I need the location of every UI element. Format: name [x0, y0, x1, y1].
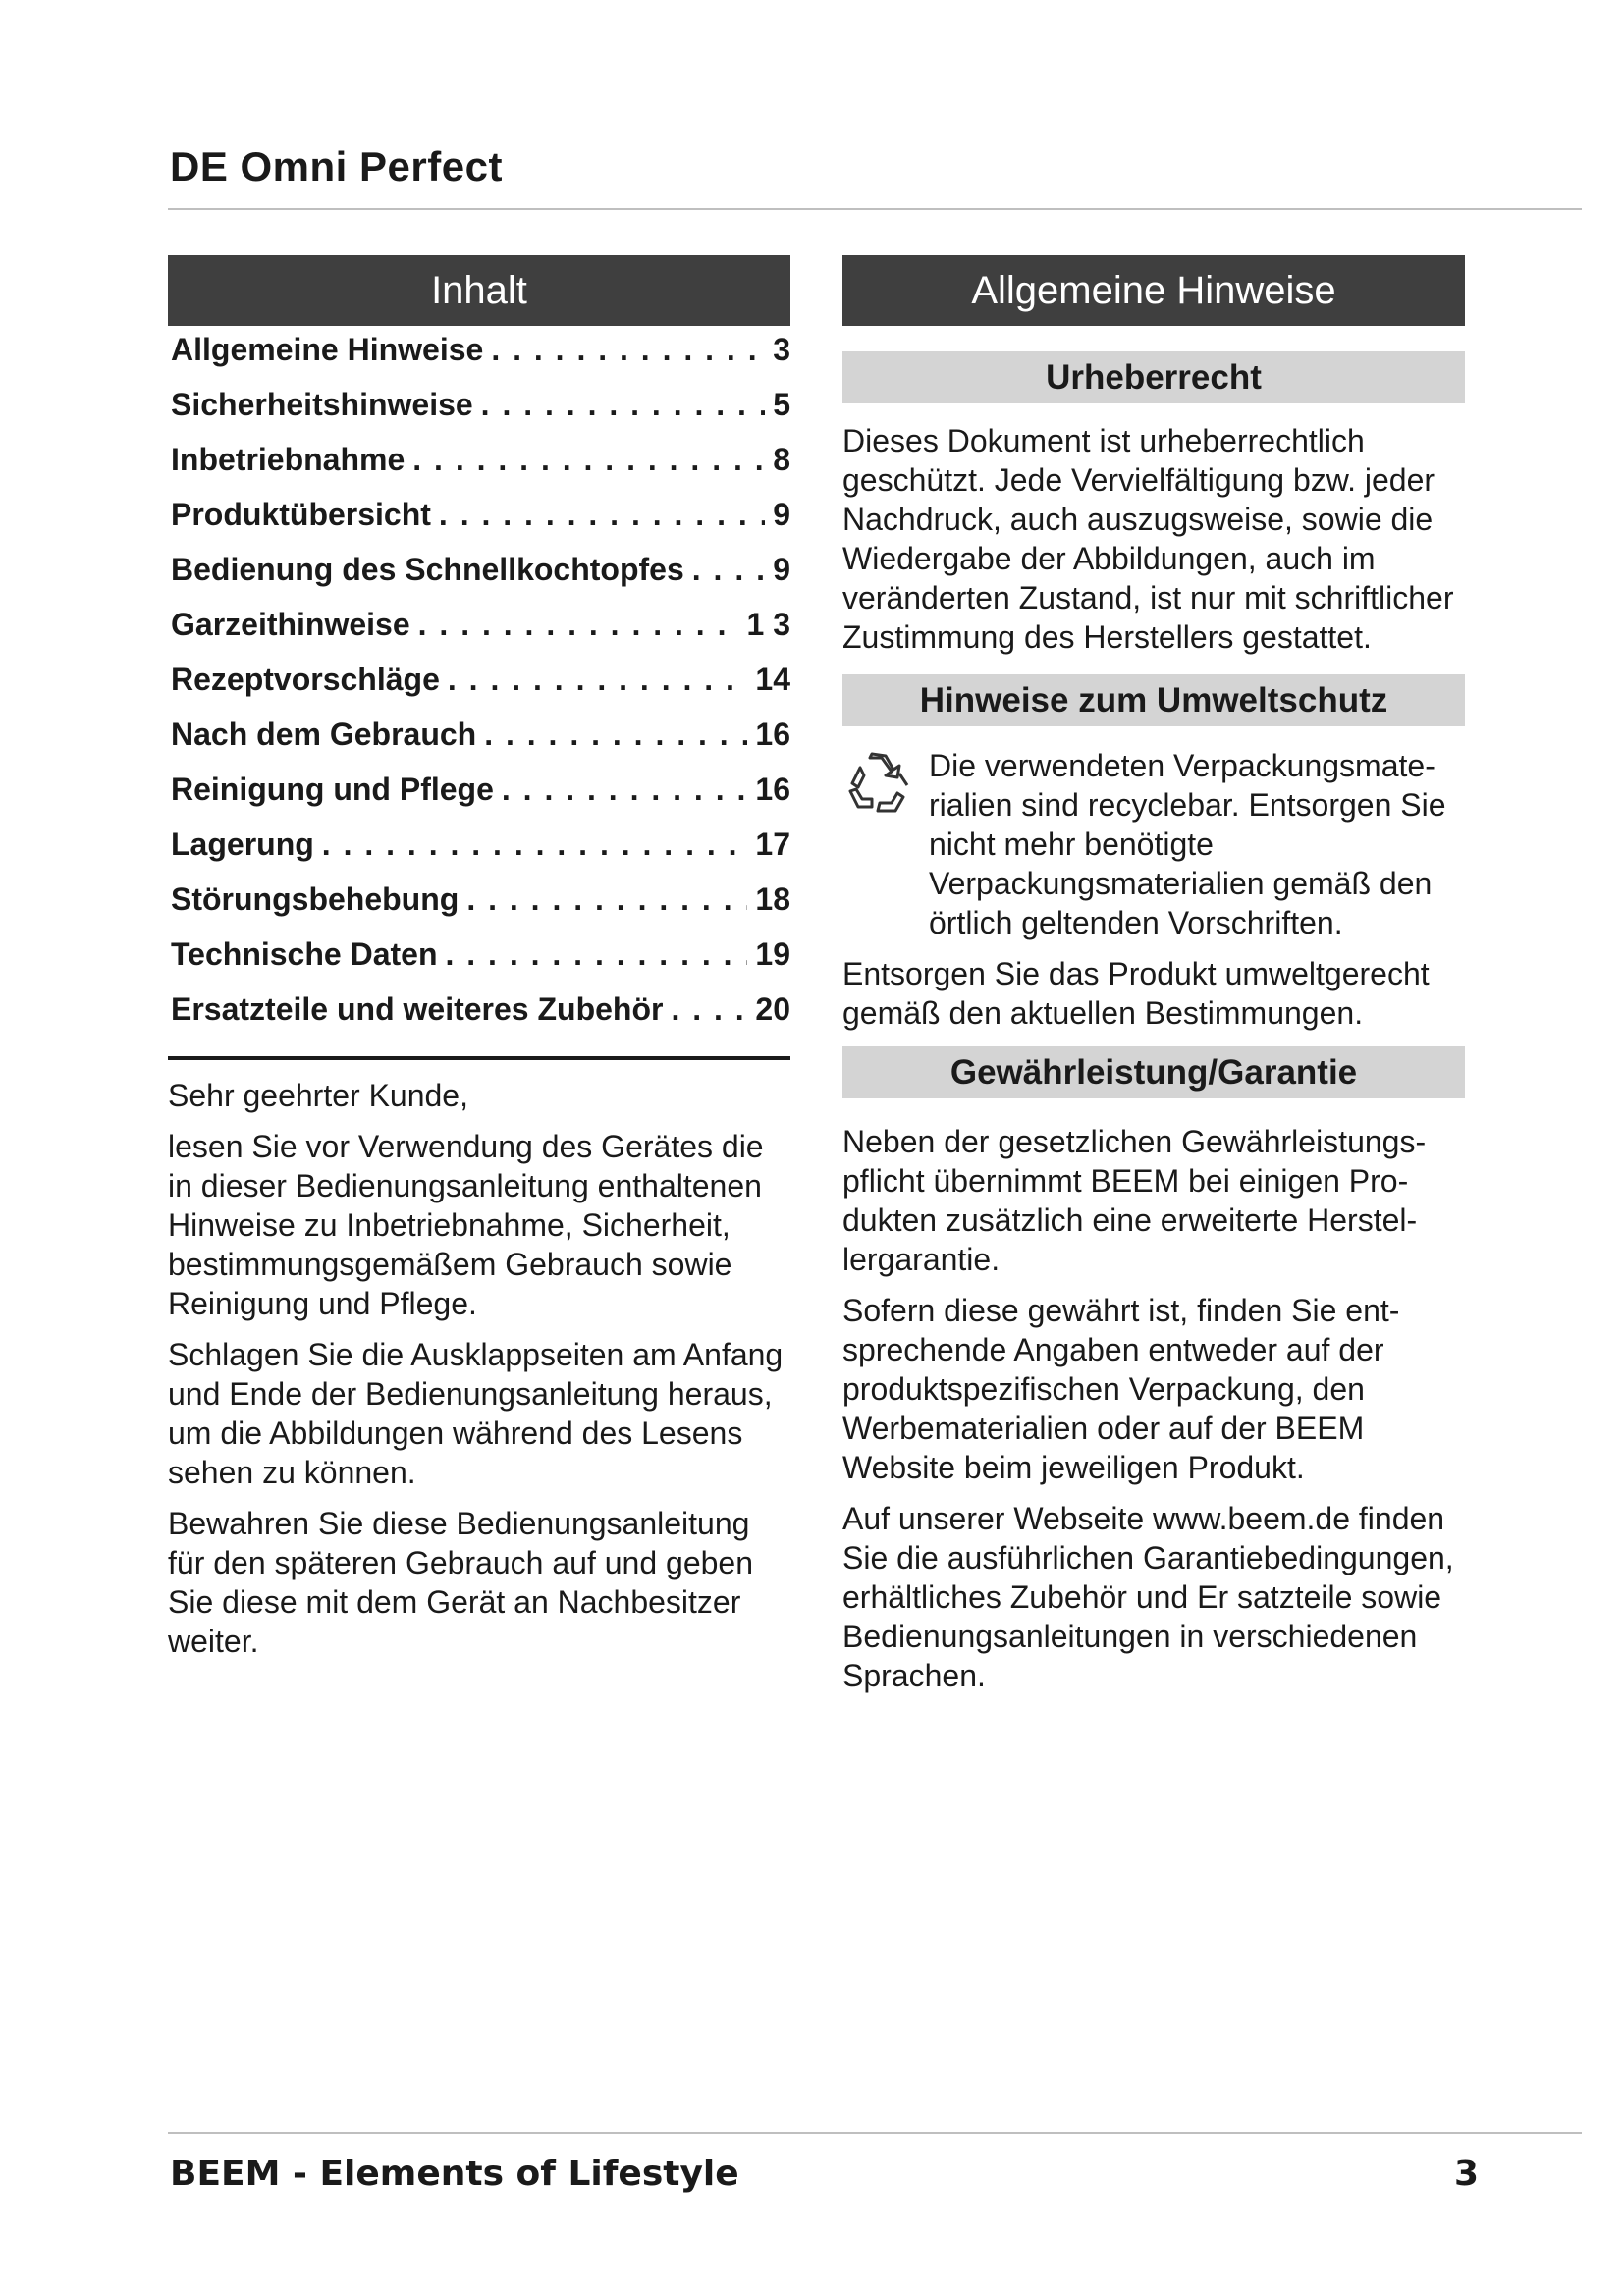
toc-divider [168, 1056, 790, 1060]
toc-entry-page: 14 [755, 662, 790, 697]
toc-entry-page: 9 [773, 497, 790, 532]
toc-leader-dots [445, 936, 747, 973]
toc-leader-dots [484, 717, 747, 753]
toc-leader-dots [481, 387, 766, 423]
toc-entry[interactable] [168, 772, 790, 827]
toc-leader-dots [448, 662, 748, 698]
toc-entry[interactable] [168, 936, 790, 991]
toc-entry-page: 9 [773, 552, 790, 587]
toc-entry[interactable] [168, 497, 790, 552]
toc-entry-label: Garzeithinweise [171, 607, 410, 642]
toc-entry-page: 16 [755, 772, 790, 807]
toc-entry[interactable] [168, 332, 790, 387]
environment-paragraph-1: Die verwendeten Verpackungsmaterialien sind recyclebar. Entsorgen Sie nicht mehr benötigte Verpackungsmaterialien gemäß den örtlich geltenden Vorschriften. [929, 748, 1446, 940]
toc-entry-page: 8 [773, 442, 790, 477]
warranty-paragraph-2: Sofern diese gewährt ist, finden Sie entsprechende Angaben entweder auf der produktspezifischen Verpackung, den Werbematerialien oder auf der BEEM Website beim jeweiligen Produkt. [842, 1293, 1400, 1485]
toc-leader-dots [491, 332, 765, 368]
toc-leader-dots [439, 497, 765, 533]
toc-entry-page: 3 [773, 332, 790, 367]
right-column [842, 255, 1465, 1707]
general-heading: Allgemeine Hinweise [842, 255, 1465, 326]
page-number: 3 [1453, 2154, 1479, 2194]
toc-leader-dots [692, 552, 765, 588]
toc-entry-page: 5 [773, 387, 790, 422]
intro-section [168, 1076, 790, 1661]
toc-entry-label: Produktübersicht [171, 497, 431, 532]
toc-leader-dots [466, 881, 747, 918]
footer-brand: BEEM - Elements of Lifestyle [170, 2154, 739, 2194]
toc-leader-dots [322, 827, 748, 863]
toc-entry[interactable] [168, 662, 790, 717]
toc-entry[interactable] [168, 607, 790, 662]
toc-entry-page: 19 [755, 936, 790, 972]
toc-entry-label: Lagerung [171, 827, 314, 862]
toc-entry-page: 20 [755, 991, 790, 1027]
toc-entry-label: Inbetriebnahme [171, 442, 406, 477]
toc-leader-dots [502, 772, 748, 808]
toc-entry-label: Technische Daten [171, 936, 438, 972]
toc-entry-page: 1 3 [746, 607, 790, 642]
copyright-paragraph: Dieses Dokument ist urheberrechtlich geschützt. Jede Vervielfältigung bzw. jeder Nachdruck, auch auszugsweise, sowie die Wiedergabe der Abbildungen, auch im veränderten Zustand, ist nur mit schriftlicher Zustimmung des Herstellers gestattet. [842, 423, 1454, 655]
left-column [168, 255, 790, 1673]
copyright-section [842, 351, 1465, 657]
recycle-icon [842, 750, 921, 819]
table-of-contents [168, 332, 790, 1046]
copyright-heading: Urheberrecht [842, 351, 1465, 403]
intro-paragraph-3: Bewahren Sie diese Bedienungsanleitung für den späteren Gebrauch auf und geben Sie diese mit dem Gerät an Nachbesitzer weiter. [168, 1506, 753, 1659]
warranty-paragraph-3: Auf unserer Webseite www.beem.de finden Sie die ausführlichen Garantiebedingungen, erhältliches Zubehör und Er satzteile sowie Bedienungsanleitungen in verschiedenen Sprachen. [842, 1501, 1454, 1693]
toc-entry[interactable] [168, 717, 790, 772]
toc-entry-label: Reinigung und Pflege [171, 772, 494, 807]
toc-entry-page: 16 [755, 717, 790, 752]
environment-section [842, 674, 1465, 1033]
toc-entry[interactable] [168, 991, 790, 1046]
toc-heading: Inhalt [168, 255, 790, 326]
toc-leader-dots [418, 607, 739, 643]
header-divider [168, 208, 1582, 210]
warranty-section [842, 1046, 1465, 1695]
page-header-title: DE Omni Perfect [170, 143, 503, 189]
toc-entry[interactable] [168, 827, 790, 881]
toc-entry-label: Bedienung des Schnellkochtopfes [171, 552, 684, 587]
toc-entry[interactable] [168, 881, 790, 936]
toc-entry-page: 17 [755, 827, 790, 862]
footer-divider [168, 2132, 1582, 2134]
toc-entry-page: 18 [755, 881, 790, 917]
toc-entry[interactable] [168, 387, 790, 442]
toc-entry-label: Rezeptvorschläge [171, 662, 440, 697]
warranty-heading: Gewährleistung/Garantie [842, 1046, 1465, 1098]
toc-entry-label: Störungsbehebung [171, 881, 460, 917]
toc-leader-dots [412, 442, 765, 478]
environment-heading: Hinweise zum Umweltschutz [842, 674, 1465, 726]
environment-paragraph-2: Entsorgen Sie das Produkt umweltgerecht gemäß den aktuellen Bestimmungen. [842, 956, 1430, 1031]
toc-entry-label: Ersatzteile und weiteres Zubehör [171, 991, 664, 1027]
toc-entry[interactable] [168, 552, 790, 607]
intro-paragraph-1: lesen Sie vor Verwendung des Gerätes die in dieser Bedienungsanleitung enthaltenen Hinweise zu Inbetriebnahme, Sicherheit, bestimmungsgemäßem Gebrauch sowie Reinigung und Pflege. [168, 1129, 764, 1321]
toc-entry[interactable] [168, 442, 790, 497]
toc-leader-dots [671, 991, 747, 1028]
toc-entry-label: Allgemeine Hinweise [171, 332, 484, 367]
toc-entry-label: Nach dem Gebrauch [171, 717, 477, 752]
intro-paragraph-2: Schlagen Sie die Ausklappseiten am Anfang und Ende der Bedienungsanleitung heraus, um die Abbildungen während des Lesens sehen zu können. [168, 1337, 784, 1490]
warranty-paragraph-1: Neben der gesetzlichen Gewährleistungspflicht übernimmt BEEM bei einigen Produkten zusätzlich eine erweiterte Herstellergarantie. [842, 1124, 1427, 1277]
toc-entry-label: Sicherheitshinweise [171, 387, 473, 422]
intro-greeting: Sehr geehrter Kunde, [168, 1078, 468, 1113]
